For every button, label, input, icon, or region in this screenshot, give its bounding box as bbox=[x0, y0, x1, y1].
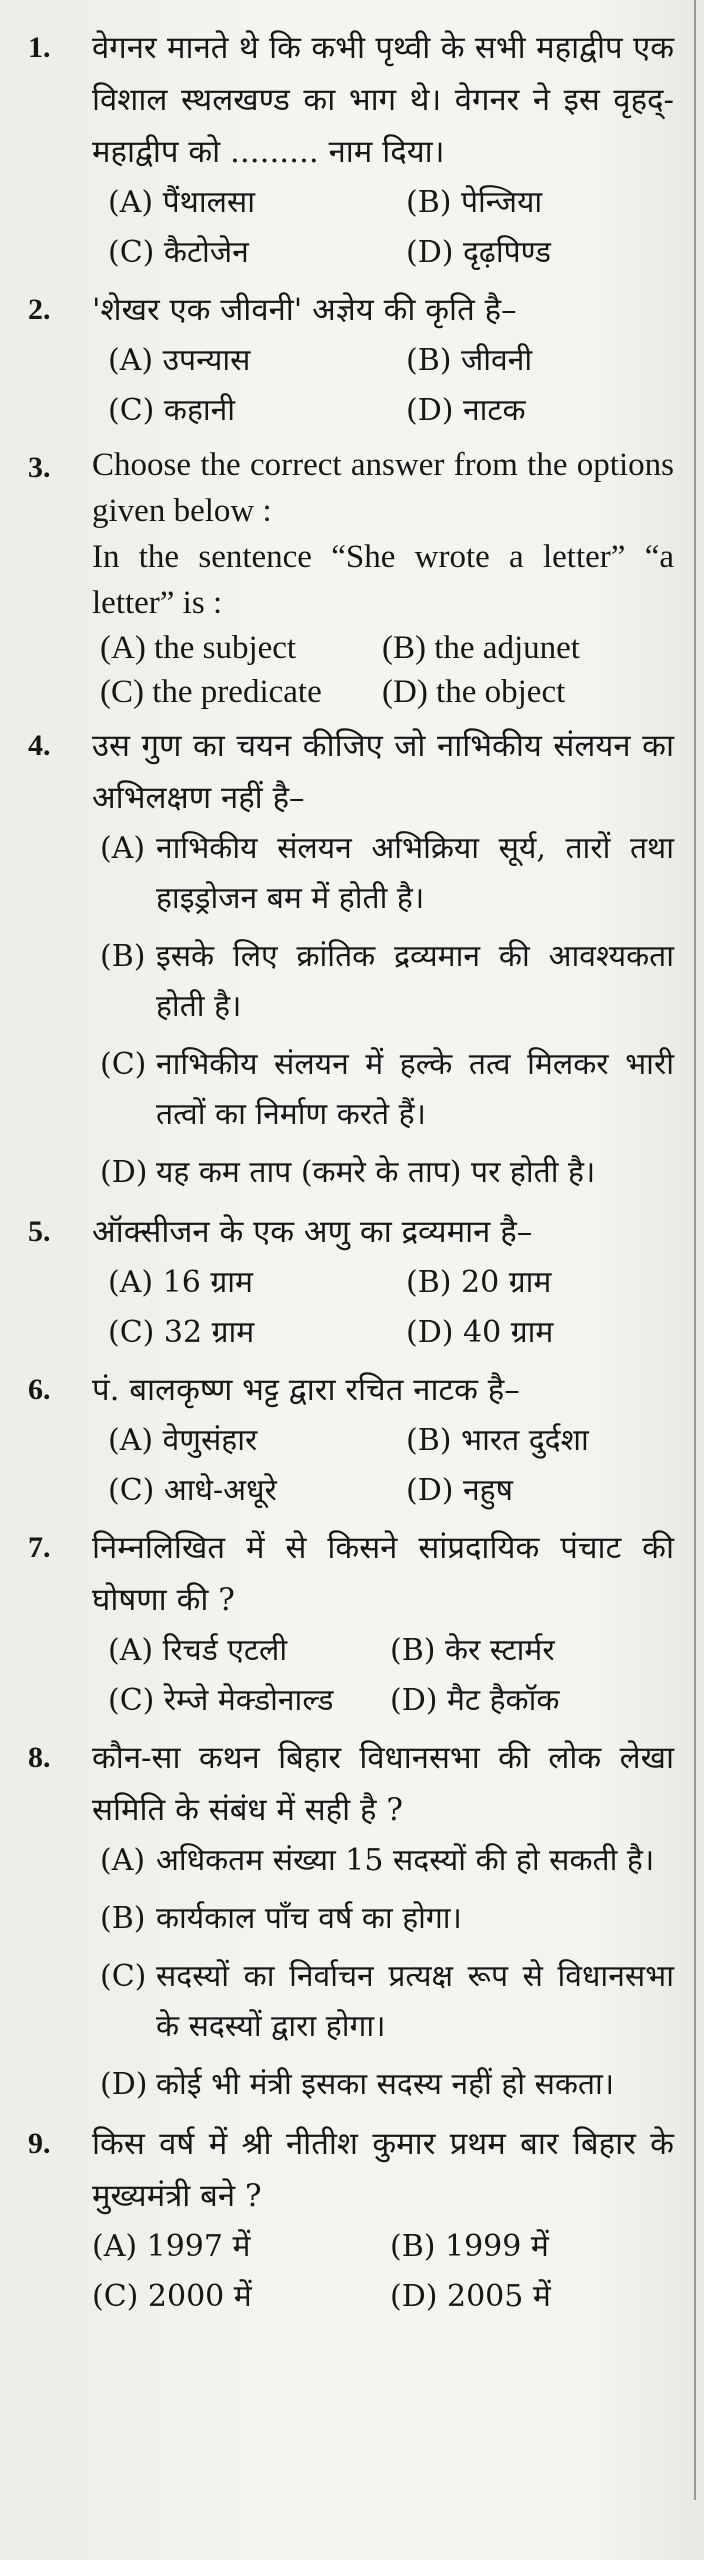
option-label: (D) bbox=[100, 2067, 148, 2102]
question-number: 9. bbox=[28, 2127, 51, 2160]
options bbox=[92, 2222, 674, 2322]
question-text: उस गुण का चयन कीजिए जो नाभिकीय संलयन का अभिलक्षण नहीं है– bbox=[92, 728, 674, 816]
option-a[interactable]: (A) उपन्यास bbox=[108, 343, 251, 378]
option-b[interactable] bbox=[100, 932, 674, 1032]
option-text: नाभिकीय संलयन में हल्के तत्व मिलकर भारी तत्वों का निर्माण करते हैं। bbox=[156, 1047, 674, 1132]
option-a[interactable] bbox=[100, 824, 674, 924]
option-d[interactable]: (D) 2005 में bbox=[390, 2279, 551, 2314]
option-a[interactable]: (A) रिचर्ड एटली bbox=[108, 1633, 288, 1668]
question-number: 8. bbox=[28, 1741, 51, 1774]
option-d[interactable]: (D) नहुष bbox=[406, 1473, 513, 1508]
question-9 bbox=[12, 2118, 696, 2322]
question-text: वेगनर मानते थे कि कभी पृथ्वी के सभी महाद्वीप एक विशाल स्थलखण्ड का भाग थे। वेगनर ने इस वृहद्-महाद्वीप को ......... नाम दिया। bbox=[92, 30, 674, 170]
question-number: 3. bbox=[28, 451, 51, 484]
option-a[interactable] bbox=[100, 1836, 674, 1886]
question-number: 6. bbox=[28, 1373, 51, 1406]
options bbox=[92, 824, 674, 1198]
option-c[interactable] bbox=[100, 1952, 674, 2052]
question-number: 4. bbox=[28, 729, 51, 762]
option-c[interactable] bbox=[100, 1040, 674, 1140]
question-number: 5. bbox=[28, 1215, 51, 1248]
option-b[interactable]: (B) जीवनी bbox=[406, 343, 533, 378]
option-label: (D) bbox=[100, 1155, 148, 1190]
option-b[interactable] bbox=[100, 1894, 674, 1944]
option-b[interactable]: (B) the adjunet bbox=[382, 630, 580, 666]
question-number: 1. bbox=[28, 31, 51, 64]
question-2 bbox=[12, 284, 696, 436]
option-c[interactable]: (C) 32 ग्राम bbox=[108, 1315, 255, 1350]
option-d[interactable]: (D) दृढ़पिण्ड bbox=[406, 235, 551, 270]
option-c[interactable]: (C) कैटोजेन bbox=[108, 235, 249, 270]
option-c[interactable]: (C) कहानी bbox=[108, 393, 236, 428]
question-text: निम्नलिखित में से किसने सांप्रदायिक पंचाट की घोषणा की ? bbox=[92, 1530, 674, 1618]
option-label: (C) bbox=[100, 1959, 147, 1994]
option-text: इसके लिए क्रांतिक द्रव्यमान की आवश्यकता होती है। bbox=[156, 939, 674, 1024]
question-8 bbox=[12, 1732, 696, 2110]
option-b[interactable]: (B) पेन्जिया bbox=[406, 185, 543, 220]
option-text: नाभिकीय संलयन अभिक्रिया सूर्य, तारों तथा हाइड्रोजन बम में होती है। bbox=[156, 831, 674, 916]
option-c[interactable]: (C) the predicate bbox=[100, 674, 322, 710]
option-label: (A) bbox=[100, 1843, 146, 1878]
option-a[interactable]: (A) वेणुसंहार bbox=[108, 1423, 258, 1458]
option-label: (B) bbox=[100, 1901, 146, 1936]
option-label: (B) bbox=[100, 939, 146, 974]
option-b[interactable]: (B) भारत दुर्दशा bbox=[406, 1423, 589, 1458]
question-text: पं. बालकृष्ण भट्ट द्वारा रचित नाटक है– bbox=[92, 1372, 520, 1408]
question-7 bbox=[12, 1522, 696, 1726]
question-text: 'शेखर एक जीवनी' अज्ञेय की कृति है– bbox=[92, 292, 517, 328]
option-a[interactable]: (A) 16 ग्राम bbox=[108, 1265, 253, 1300]
option-d[interactable]: (D) नाटक bbox=[406, 393, 526, 428]
question-text: ऑक्सीजन के एक अणु का द्रव्यमान है– bbox=[92, 1214, 533, 1250]
option-d[interactable]: (D) the object bbox=[382, 674, 566, 710]
options bbox=[92, 336, 674, 436]
options bbox=[92, 626, 674, 714]
question-5 bbox=[12, 1206, 696, 1358]
question-text: किस वर्ष में श्री नीतीश कुमार प्रथम बार बिहार के मुख्यमंत्री बने ? bbox=[92, 2126, 674, 2214]
option-b[interactable]: (B) 1999 में bbox=[390, 2229, 549, 2264]
question-4 bbox=[12, 720, 696, 1198]
option-a[interactable]: (A) the subject bbox=[100, 630, 297, 666]
option-b[interactable]: (B) 20 ग्राम bbox=[406, 1265, 552, 1300]
options bbox=[92, 1258, 674, 1358]
question-number: 2. bbox=[28, 293, 51, 326]
options bbox=[92, 1836, 674, 2110]
option-a[interactable]: (A) 1997 में bbox=[92, 2229, 251, 2264]
option-d[interactable] bbox=[100, 2060, 674, 2110]
option-c[interactable]: (C) रेम्जे मेक्डोनाल्ड bbox=[108, 1683, 334, 1718]
option-d[interactable]: (D) 40 ग्राम bbox=[406, 1315, 554, 1350]
option-text: अधिकतम संख्या 15 सदस्यों की हो सकती है। bbox=[156, 1843, 655, 1878]
question-3 bbox=[12, 442, 696, 714]
option-a[interactable]: (A) पैंथालसा bbox=[108, 185, 255, 220]
question-1 bbox=[12, 22, 696, 278]
question-6 bbox=[12, 1364, 696, 1516]
option-d[interactable] bbox=[100, 1148, 674, 1198]
option-c[interactable]: (C) आधे-अधूरे bbox=[108, 1473, 277, 1508]
option-c[interactable]: (C) 2000 में bbox=[92, 2279, 252, 2314]
option-text: सदस्यों का निर्वाचन प्रत्यक्ष रूप से विधानसभा के सदस्यों द्वारा होगा। bbox=[156, 1959, 674, 2044]
option-text: कोई भी मंत्री इसका सदस्य नहीं हो सकता। bbox=[156, 2067, 615, 2102]
question-text-instruction: Choose the correct answer from the options given below : bbox=[92, 447, 674, 529]
question-text: कौन-सा कथन बिहार विधानसभा की लोक लेखा समिति के संबंध में सही है ? bbox=[92, 1740, 674, 1828]
option-label: (C) bbox=[100, 1047, 147, 1082]
question-number: 7. bbox=[28, 1531, 51, 1564]
option-label: (A) bbox=[100, 831, 146, 866]
options bbox=[92, 1626, 674, 1726]
options bbox=[92, 178, 674, 278]
option-text: यह कम ताप (कमरे के ताप) पर होती है। bbox=[156, 1155, 596, 1190]
option-d[interactable]: (D) मैट हैकॉक bbox=[390, 1683, 560, 1718]
option-b[interactable]: (B) केर स्टार्मर bbox=[390, 1633, 555, 1668]
option-text: कार्यकाल पाँच वर्ष का होगा। bbox=[156, 1901, 462, 1936]
question-text-sentence: In the sentence “She wrote a letter” “a letter” is : bbox=[92, 539, 674, 621]
options bbox=[92, 1416, 674, 1516]
